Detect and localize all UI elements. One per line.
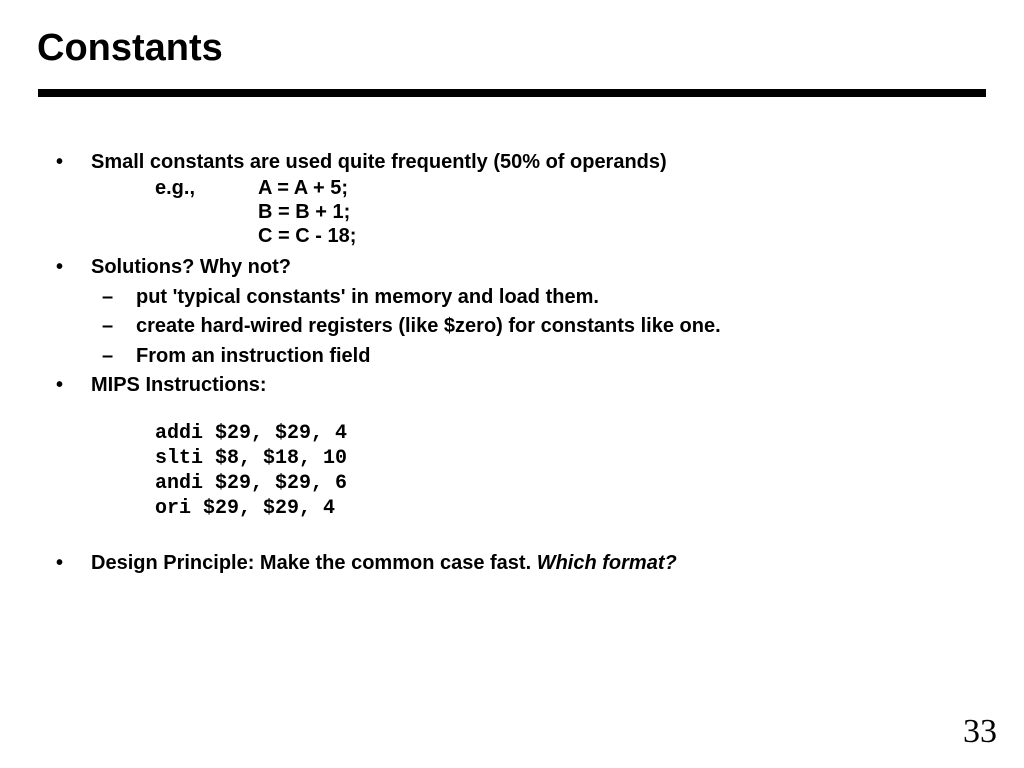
title-divider (38, 89, 986, 97)
sub-item: put 'typical constants' in memory and load them. (136, 286, 599, 308)
code-line: andi $29, $29, 6 (155, 472, 348, 495)
code-line: addi $29, $29, 4 (155, 422, 348, 445)
bullet-solutions: Solutions? Why not? (91, 256, 291, 278)
dash-marker: – (102, 345, 114, 367)
dash-marker: – (102, 315, 114, 337)
bullet-small-constants: Small constants are used quite frequently (50% of operands) (91, 151, 667, 173)
design-principle-emphasis: Which format? (536, 552, 677, 574)
design-principle-text: Design Principle: Make the common case fast. (91, 552, 537, 574)
example-label: e.g., (155, 177, 196, 199)
example-line: C = C - 18; (258, 225, 357, 247)
sub-item: create hard-wired registers (like $zero) for constants like one. (136, 315, 721, 337)
slide-title: Constants (37, 27, 223, 69)
page-number: 33 (963, 713, 997, 750)
example-line: B = B + 1; (258, 201, 351, 223)
example-line: A = A + 5; (258, 177, 349, 199)
bullet-marker: • (56, 552, 64, 574)
code-line: ori $29, $29, 4 (155, 497, 336, 520)
bullet-design-principle (91, 551, 677, 575)
bullet-mips-instructions: MIPS Instructions: (91, 374, 267, 396)
bullet-marker: • (56, 151, 64, 173)
dash-marker: – (102, 286, 114, 308)
bullet-marker: • (56, 374, 64, 396)
bullet-marker: • (56, 256, 64, 278)
sub-item: From an instruction field (136, 345, 371, 367)
code-line: slti $8, $18, 10 (155, 447, 348, 470)
